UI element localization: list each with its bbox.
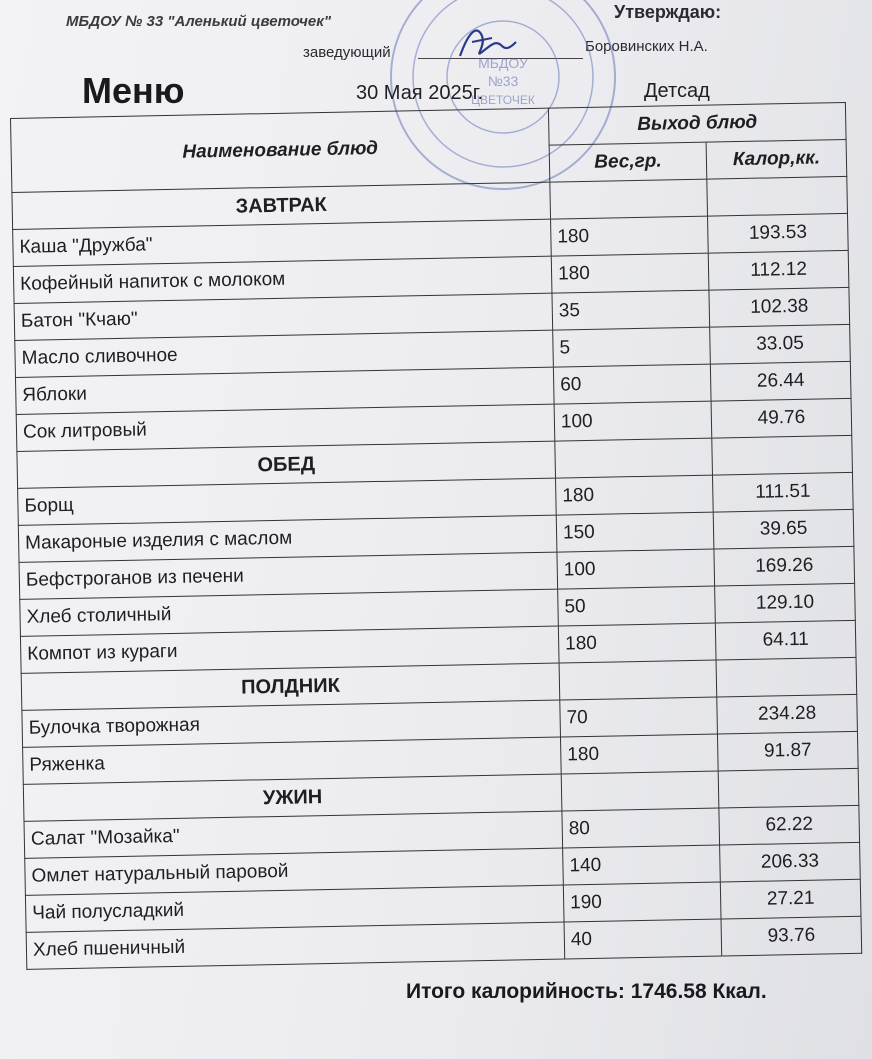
column-header-kcal: Калор,кк. [706, 139, 847, 179]
dish-name: Хлеб пшеничный [26, 922, 565, 969]
stamp-line-1: МБДОУ [478, 55, 528, 71]
dish-weight: 60 [553, 364, 711, 404]
dish-weight: 5 [553, 327, 711, 367]
dish-name: Сок литровый [16, 404, 555, 451]
empty-cell [716, 657, 857, 697]
dish-name: Салат "Мозайка" [24, 811, 563, 858]
empty-cell [707, 176, 848, 216]
signature-icon [452, 22, 522, 66]
dish-name: Масло сливочное [15, 330, 554, 377]
column-header-weight: Вес,гр. [549, 142, 707, 182]
empty-cell [718, 768, 859, 808]
dish-kcal: 49.76 [711, 398, 852, 438]
empty-cell [712, 435, 853, 475]
dish-kcal: 234.28 [717, 694, 858, 734]
dish-name: Булочка творожная [22, 700, 561, 747]
dish-weight: 180 [558, 623, 716, 663]
dish-weight: 80 [562, 808, 720, 848]
empty-cell [555, 438, 713, 478]
page-title: Меню [82, 70, 185, 111]
section-title: ЗАВТРАК [12, 182, 551, 229]
approval-label: Утверждаю: [614, 2, 722, 22]
dish-kcal: 193.53 [708, 213, 849, 253]
dish-kcal: 33.05 [710, 324, 851, 364]
dish-weight: 50 [558, 586, 716, 626]
stamp-line-3: ЦВЕТОЧЕК [471, 93, 535, 107]
dish-weight: 35 [552, 290, 710, 330]
menu-table [10, 102, 862, 978]
dish-kcal: 39.65 [713, 509, 854, 549]
dish-name: Батон "Кчаю" [14, 293, 553, 340]
dish-kcal: 27.21 [720, 879, 861, 919]
dish-weight: 180 [551, 253, 709, 293]
approver-name: Боровинских Н.А. [585, 38, 708, 55]
menu-date: 30 Мая 2025г. [356, 82, 484, 104]
dish-kcal: 91.87 [718, 731, 859, 771]
dish-weight: 180 [556, 475, 714, 515]
dish-weight: 180 [551, 216, 709, 256]
menu-place: Детсад [644, 80, 710, 102]
empty-cell [559, 660, 717, 700]
dish-kcal: 102.38 [709, 287, 850, 327]
section-title: ПОЛДНИК [21, 663, 560, 710]
dish-kcal: 129.10 [715, 583, 856, 623]
total-calories: Итого калорийность: 1746.58 Ккал. [406, 980, 767, 1003]
dish-name: Макароные изделия с маслом [18, 515, 557, 562]
menu-body [12, 176, 862, 969]
dish-name: Омлет натуральный паровой [25, 848, 564, 895]
empty-cell [561, 771, 719, 811]
dish-kcal: 206.33 [720, 842, 861, 882]
dish-weight: 40 [564, 919, 722, 959]
dish-kcal: 64.11 [715, 620, 856, 660]
dish-weight: 150 [556, 512, 714, 552]
dish-weight: 100 [554, 401, 712, 441]
organization-name: МБДОУ № 33 "Аленький цветочек" [66, 13, 331, 30]
dish-name: Кофейный напиток с молоком [13, 256, 552, 303]
dish-name: Бефстроганов из печени [19, 552, 558, 599]
dish-name: Хлеб столичный [20, 589, 559, 636]
dish-kcal: 62.22 [719, 805, 860, 845]
approver-position: заведующий [303, 44, 391, 61]
dish-weight: 100 [557, 549, 715, 589]
dish-kcal: 93.76 [721, 916, 862, 956]
dish-kcal: 26.44 [710, 361, 851, 401]
dish-weight: 190 [563, 882, 721, 922]
dish-kcal: 112.12 [708, 250, 849, 290]
dish-name: Каша "Дружба" [13, 219, 552, 266]
dish-name: Компот из кураги [20, 626, 559, 673]
dish-weight: 180 [560, 734, 718, 774]
empty-cell [550, 179, 708, 219]
column-header-output: Выход блюд [548, 102, 846, 145]
dish-name: Борщ [18, 478, 557, 525]
dish-kcal: 169.26 [714, 546, 855, 586]
section-title: ОБЕД [17, 441, 556, 488]
dish-name: Яблоки [15, 367, 554, 414]
dish-kcal: 111.51 [713, 472, 854, 512]
section-title: УЖИН [23, 774, 562, 821]
dish-name: Чай полусладкий [25, 885, 564, 932]
stamp-line-2: №33 [487, 73, 519, 89]
dish-name: Ряженка [23, 737, 562, 784]
column-header-name: Наименование блюд [11, 108, 550, 192]
dish-weight: 140 [563, 845, 721, 885]
dish-weight: 70 [560, 697, 718, 737]
